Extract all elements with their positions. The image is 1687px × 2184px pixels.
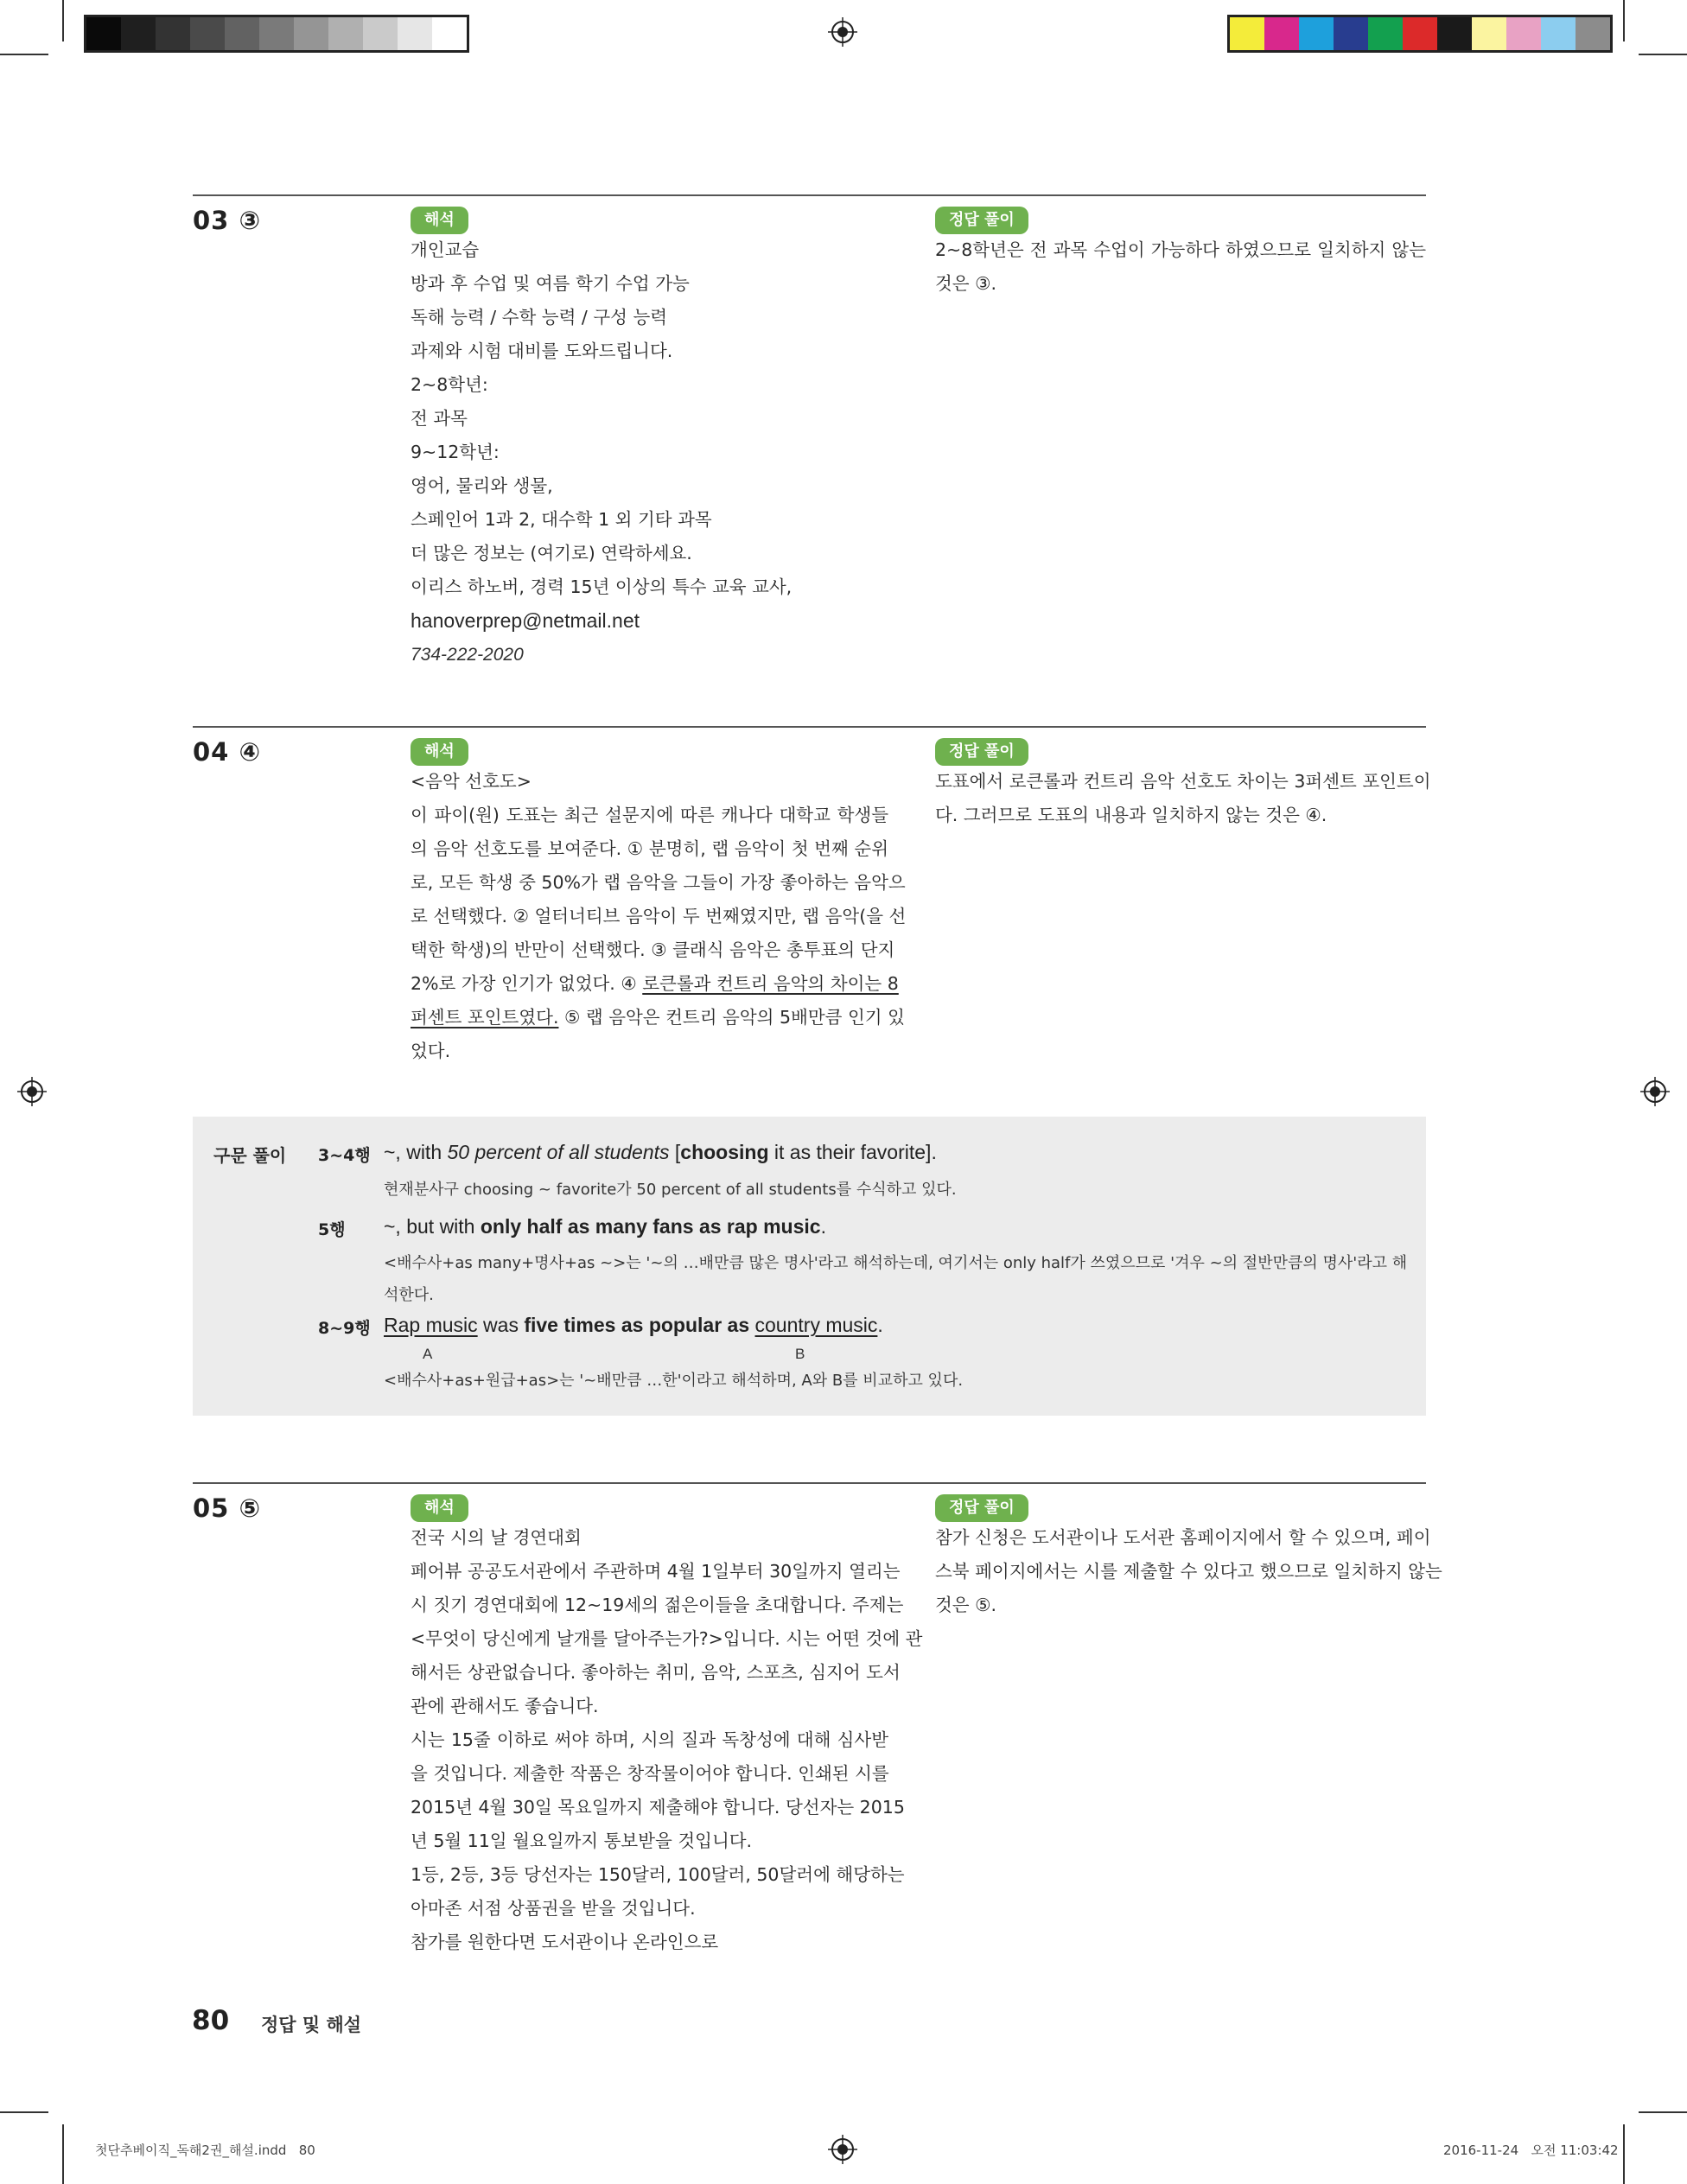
text-line: 아마존 서점 상품권을 받을 것입니다. (411, 1898, 696, 1919)
question-number: 03 ③ (193, 206, 262, 235)
text-line: 2015년 4월 30일 목요일까지 제출해야 합니다. 당선자는 2015 (411, 1797, 905, 1818)
question-number: 04 ④ (193, 737, 262, 767)
text-line: 과제와 시험 대비를 도와드립니다. (411, 341, 673, 361)
file-slug: 첫단추베이직_독해2권_해설.indd 80 (95, 2143, 315, 2158)
text-line: 관에 관해서도 좋습니다. (411, 1696, 599, 1716)
text-fragment: [ (669, 1141, 681, 1163)
answer-label: 정답 풀이 (935, 1494, 1028, 1522)
text-line (411, 1001, 905, 1035)
trim-mark (1639, 2111, 1687, 2113)
color-swatch-bar (1227, 15, 1613, 53)
color-swatch (294, 17, 328, 50)
registration-mark-icon (828, 2135, 857, 2164)
answer-label: 정답 풀이 (935, 738, 1028, 766)
gray-swatch-bar (84, 15, 469, 53)
grammar-sentence (384, 1141, 937, 1164)
translation-label: 해석 (411, 207, 468, 234)
color-swatch (86, 17, 121, 50)
text-line: 페어뷰 공공도서관에서 주관하며 4월 1일부터 30일까지 열리는 (411, 1561, 901, 1582)
text-line: 개인교습 (411, 239, 480, 260)
answer-text (935, 765, 1431, 832)
text-line: 스페인어 1과 2, 대수학 1 외 기타 과목 (411, 509, 712, 530)
color-swatch (156, 17, 190, 50)
answer-text (935, 233, 1426, 301)
color-swatch (1368, 17, 1403, 50)
color-swatch (398, 17, 432, 50)
text-line: 도표에서 로큰롤과 컨트리 음악 선호도 차이는 3퍼센트 포인트이 (935, 771, 1431, 792)
trim-mark (1623, 2124, 1625, 2184)
color-swatch (1576, 17, 1610, 50)
text-line: 년 5월 11일 월요일까지 통보받을 것입니다. (411, 1831, 753, 1851)
text-line: 2~8학년은 전 과목 수업이 가능하다 하였으므로 일치하지 않는 (935, 239, 1426, 260)
text-line: 해서든 상관없습니다. 좋아하는 취미, 음악, 스포츠, 심지어 도서 (411, 1662, 901, 1683)
text-line: 영어, 물리와 생물, (411, 475, 553, 496)
color-swatch (1506, 17, 1541, 50)
text-line: 참가 신청은 도서관이나 도서관 홈페이지에서 할 수 있으며, 페이 (935, 1527, 1431, 1548)
color-swatch (1334, 17, 1368, 50)
bold-text: five times as popular as (524, 1314, 750, 1336)
translation-label: 해석 (411, 1494, 468, 1522)
grammar-sentence (384, 1215, 826, 1238)
text-line: 스북 페이지에서는 시를 제출할 수 있다고 했으므로 일치하지 않는 (935, 1561, 1442, 1582)
color-swatch (259, 17, 294, 50)
trim-mark (0, 2111, 48, 2113)
text-line: 1등, 2등, 3등 당선자는 150달러, 100달러, 50달러에 해당하는 (411, 1864, 905, 1885)
text-fragment: ~, with (384, 1141, 448, 1163)
line-reference-tag: 3~4행 (318, 1146, 371, 1165)
text-line: <무엇이 당신에게 날개를 달아주는가?>입니다. 시는 어떤 것에 관 (411, 1628, 923, 1649)
text-line: 로 선택했다. ② 얼터너티브 음악이 두 번째였지만, 랩 음악(을 선 (411, 906, 907, 926)
color-swatch (1472, 17, 1506, 50)
italic-text: 50 percent of all students (447, 1141, 670, 1163)
color-swatch (1541, 17, 1576, 50)
text-line: 2~8학년: (411, 374, 488, 395)
text-line: 더 많은 정보는 (여기로) 연락하세요. (411, 543, 692, 564)
text-line: 전국 시의 날 경연대회 (411, 1527, 582, 1548)
text-line: 택한 학생)의 반만이 선택했다. ③ 클래식 음악은 총투표의 단지 (411, 939, 895, 960)
text-fragment: was (477, 1314, 525, 1336)
trim-mark (1639, 54, 1687, 55)
text-line: 것은 ⑤. (935, 1595, 997, 1615)
color-swatch (363, 17, 398, 50)
text-line: 시는 15줄 이하로 써야 하며, 시의 질과 독창성에 대해 심사받 (411, 1729, 888, 1750)
section-title: 정답 및 해설 (261, 2015, 362, 2035)
translation-text (411, 1521, 923, 1959)
registration-mark-icon (1640, 1077, 1670, 1106)
answer-label: 정답 풀이 (935, 207, 1028, 234)
translation-label: 해석 (411, 738, 468, 766)
text-line: 전 과목 (411, 408, 468, 429)
underlined-text: Rap music (384, 1314, 478, 1336)
phone-text: 734-222-2020 (411, 645, 524, 665)
section-divider (193, 726, 1426, 728)
trim-mark (62, 0, 64, 41)
color-swatch (121, 17, 156, 50)
underlined-text: country music (754, 1314, 878, 1336)
grammar-note: 석한다. (384, 1286, 434, 1304)
text-line: 이 파이(원) 도표는 최근 설문지에 따른 캐나다 대학교 학생들 (411, 805, 888, 825)
text-line (411, 967, 899, 1001)
color-swatch (1299, 17, 1334, 50)
section-divider (193, 194, 1426, 196)
registration-mark-icon (17, 1077, 47, 1106)
grammar-box-label: 구문 풀이 (213, 1145, 287, 1166)
sub-label-b: B (795, 1346, 805, 1362)
color-swatch (1437, 17, 1472, 50)
timestamp-slug: 2016-11-24 오전 11:03:42 (1443, 2143, 1619, 2158)
bold-text: choosing (680, 1141, 769, 1163)
text-line: 참가를 원한다면 도서관이나 온라인으로 (411, 1932, 719, 1952)
text-line: 을 것입니다. 제출한 작품은 창작물이어야 합니다. 인쇄된 시를 (411, 1763, 889, 1784)
translation-text (411, 233, 888, 672)
color-swatch (1403, 17, 1437, 50)
translation-text (411, 765, 907, 1068)
color-swatch (432, 17, 467, 50)
page-number: 80 (192, 2005, 230, 2036)
color-swatch (190, 17, 225, 50)
underlined-text: 로큰롤과 컨트리 음악의 차이는 8 (642, 973, 899, 994)
bold-text: only half as many fans as rap music (480, 1215, 821, 1238)
sub-label-a: A (423, 1346, 433, 1362)
registration-mark-icon (828, 17, 857, 47)
color-swatch (1264, 17, 1299, 50)
text-fragment: ~, but with (384, 1215, 481, 1238)
text-line: 이리스 하노버, 경력 15년 이상의 특수 교육 교사, (411, 576, 793, 597)
text-line: 방과 후 수업 및 여름 학기 수업 가능 (411, 273, 690, 294)
grammar-note: <배수사+as+원급+as>는 '~배만큼 …한'이라고 해석하며, A와 B를 비교하고 있다. (384, 1372, 964, 1390)
color-swatch (225, 17, 259, 50)
grammar-sentence (384, 1314, 883, 1337)
underlined-text: 퍼센트 포인트였다. (411, 1007, 559, 1028)
text-fragment: ⑤ 랩 음악은 컨트리 음악의 5배만큼 인기 있 (558, 1007, 905, 1028)
text-line: 었다. (411, 1041, 451, 1061)
grammar-note: <배수사+as many+명사+as ~>는 '~의 …배만큼 많은 명사'라고 해석하는데, 여기서는 only half가 쓰였으므로 '겨우 ~의 절반만큼의 명사'라고 해 (384, 1254, 1408, 1272)
text-fragment: it as their favorite]. (768, 1141, 937, 1163)
text-line: 다. 그러므로 도표의 내용과 일치하지 않는 것은 ④. (935, 805, 1327, 825)
text-line: 것은 ③. (935, 273, 997, 294)
text-fragment: . (877, 1314, 883, 1336)
email-text: hanoverprep@netmail.net (411, 609, 640, 632)
trim-mark (1623, 0, 1625, 41)
line-reference-tag: 5행 (318, 1220, 346, 1239)
color-swatch (328, 17, 363, 50)
grammar-note: 현재분사구 choosing ~ favorite가 50 percent of all students를 수식하고 있다. (384, 1181, 957, 1199)
trim-mark (62, 2124, 64, 2184)
answer-text (935, 1521, 1442, 1622)
section-divider (193, 1482, 1426, 1484)
text-line: 독해 능력 / 수학 능력 / 구성 능력 (411, 307, 668, 328)
question-number: 05 ⑤ (193, 1493, 262, 1523)
line-reference-tag: 8~9행 (318, 1319, 371, 1338)
text-line: 로, 모든 학생 중 50%가 랩 음악을 그들이 가장 좋아하는 음악으 (411, 872, 906, 893)
text-line: 의 음악 선호도를 보여준다. ① 분명히, 랩 음악이 첫 번째 순위 (411, 838, 888, 859)
text-line: 9~12학년: (411, 442, 500, 462)
text-fragment: . (820, 1215, 826, 1238)
trim-mark (0, 54, 48, 55)
color-swatch (1230, 17, 1264, 50)
text-line: 시 짓기 경연대회에 12~19세의 젊은이들을 초대합니다. 주제는 (411, 1595, 904, 1615)
text-fragment: 2%로 가장 인기가 없었다. ④ (411, 973, 643, 994)
text-line: <음악 선호도> (411, 771, 532, 792)
